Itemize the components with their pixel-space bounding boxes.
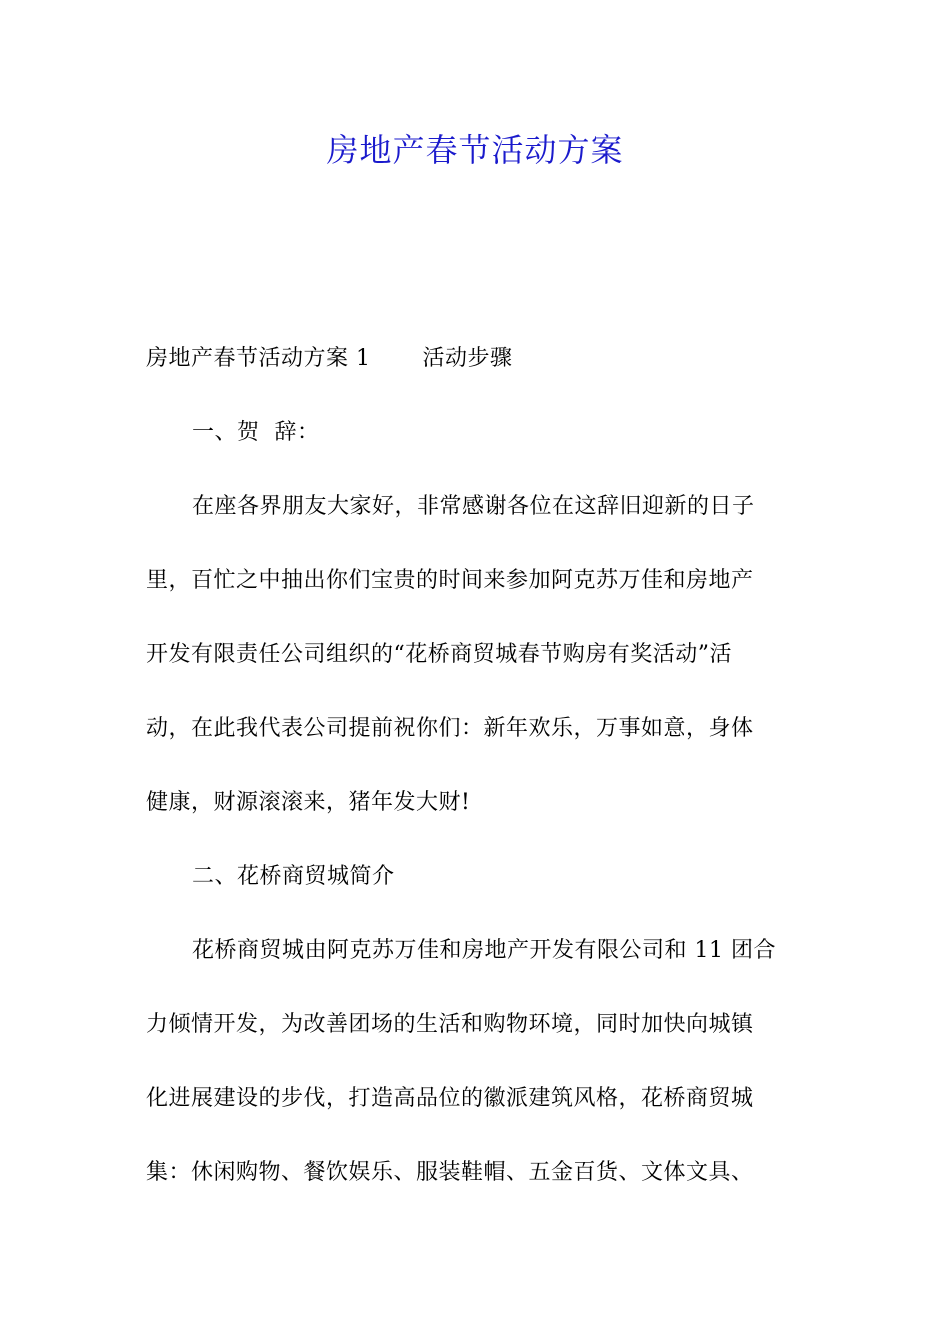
section1-paragraph — [146, 488, 806, 822]
paragraph-line: 化进展建设的步伐，打造高品位的徽派建筑风格，花桥商贸城 — [146, 1086, 754, 1111]
paragraph-line: 力倾情开发，为改善团场的生活和购物环境，同时加快向城镇 — [146, 1012, 754, 1037]
section-heading-line — [146, 340, 806, 378]
paragraph-line: 在座各界朋友大家好，非常感谢各位在这辞旧迎新的日子 — [192, 494, 755, 519]
paragraph-line: 集：休闲购物、餐饮娱乐、服装鞋帽、五金百货、文体文具、 — [146, 1160, 754, 1185]
paragraph-line: 里，百忙之中抽出你们宝贵的时间来参加阿克苏万佳和房地产 — [146, 568, 754, 593]
section1-title: 一、贺 辞： — [192, 420, 320, 445]
plan-heading: 房地产春节活动方案 1 — [146, 346, 371, 371]
paragraph-line: 动，在此我代表公司提前祝你们：新年欢乐，万事如意，身体 — [146, 716, 754, 741]
steps-heading: 活动步骤 — [422, 346, 513, 371]
document-title: 房地产春节活动方案 — [326, 131, 624, 169]
paragraph-line: 健康，财源滚滚来，猪年发大财! — [146, 790, 471, 815]
paragraph-line: 花桥商贸城由阿克苏万佳和房地产开发有限公司和 11 团合 — [192, 938, 776, 963]
section2-paragraph — [146, 932, 806, 1192]
paragraph-line: 开发有限责任公司组织的“花桥商贸城春节购房有奖活动”活 — [146, 642, 732, 667]
section2-title: 二、花桥商贸城简介 — [192, 864, 395, 889]
document-body — [146, 340, 806, 1192]
